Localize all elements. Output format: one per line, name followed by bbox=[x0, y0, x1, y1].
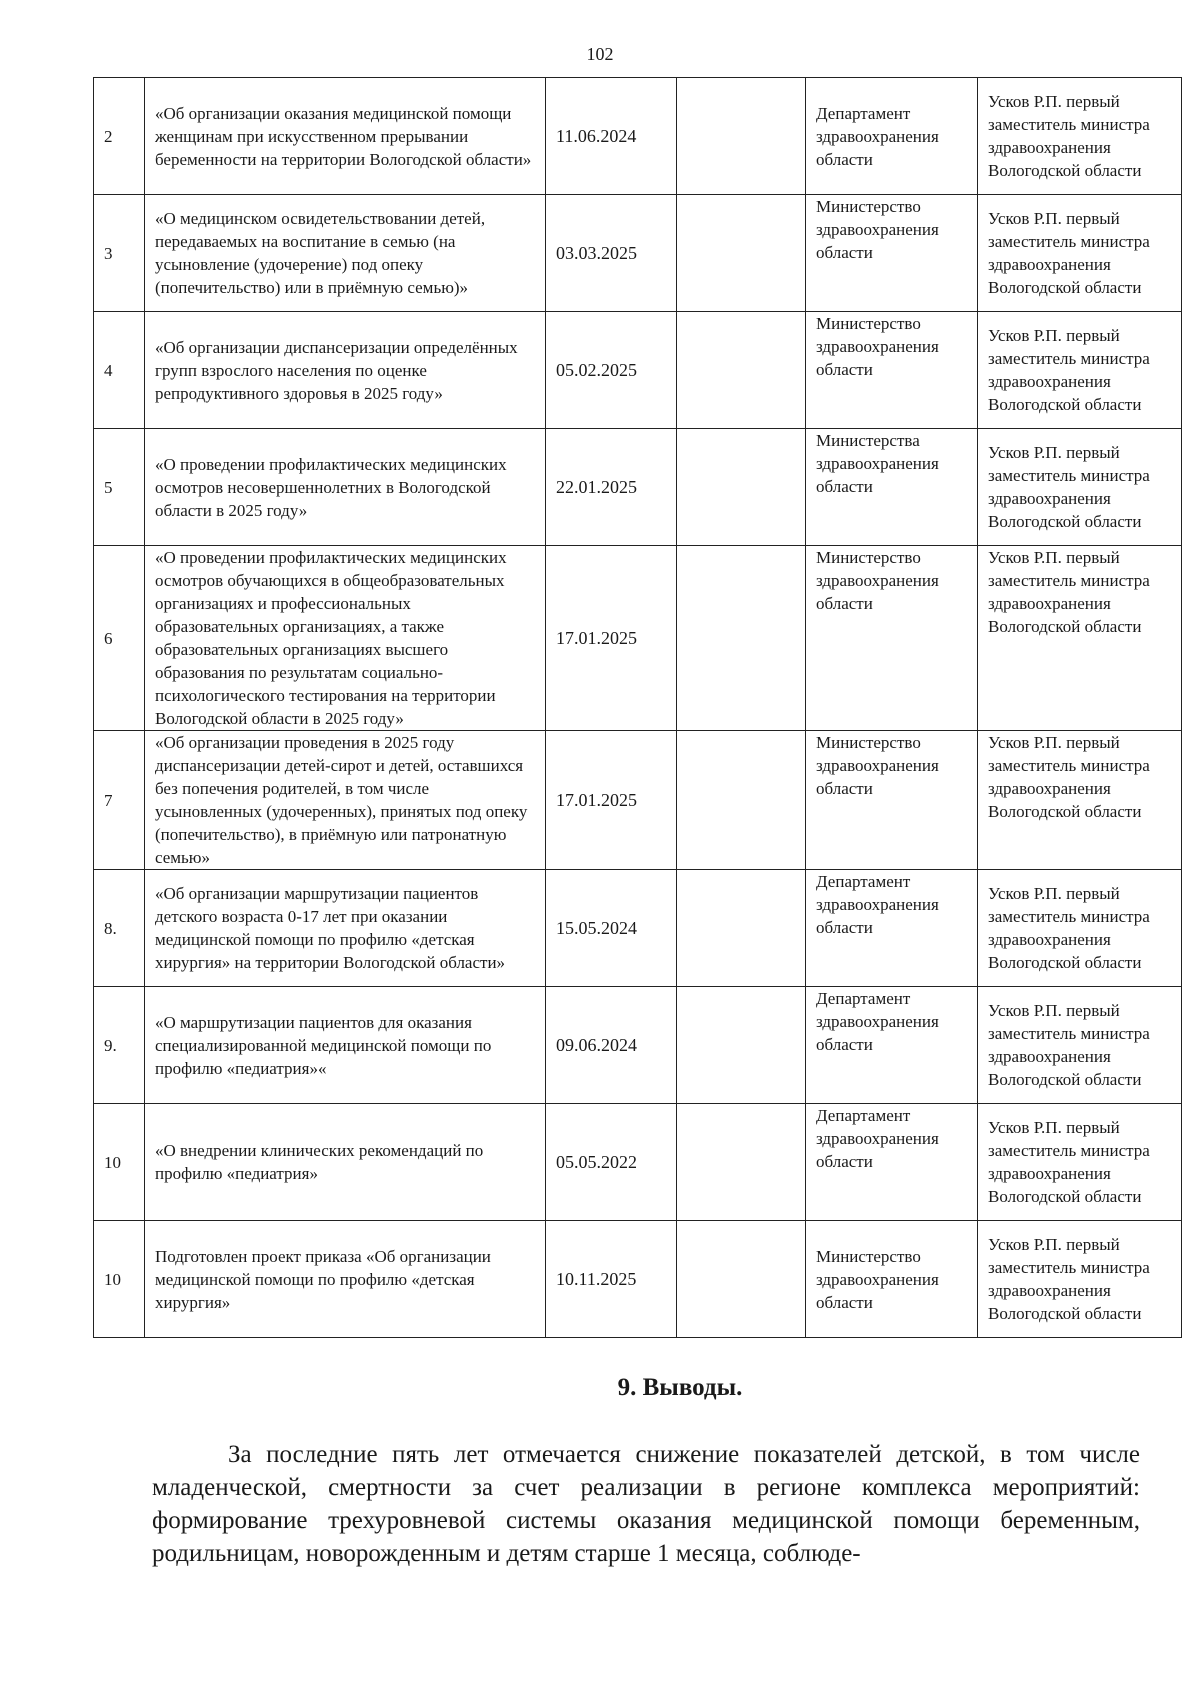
order-title: «Об организации проведения в 2025 году диспансеризации детей-сирот и детей, оставшихся без попечения родителей, в том числе усыновленных (удочеренных), принятых под опеку (попечительство), в приёмную или патронатную семью» bbox=[145, 731, 546, 870]
order-title: «О внедрении клинических рекомендаций по профилю «педиатрия» bbox=[145, 1104, 546, 1221]
order-title: «О медицинском освидетельствовании детей, передаваемых на воспитание в семью (на усыновление (удочерение) под опеку (попечительство) или в приёмную семью)» bbox=[145, 195, 546, 312]
row-number: 2 bbox=[94, 78, 145, 195]
empty-cell bbox=[677, 1104, 806, 1221]
order-date: 11.06.2024 bbox=[546, 78, 677, 195]
empty-cell bbox=[677, 195, 806, 312]
order-date: 05.02.2025 bbox=[546, 312, 677, 429]
order-date: 03.03.2025 bbox=[546, 195, 677, 312]
order-title: «О проведении профилактических медицинских осмотров обучающихся в общеобразовательных организациях и профессиональных образовательных организациях, а также образовательных организациях высшего образования по результатам социально-психологического тестирования на территории Вологодской области в 2025 году» bbox=[145, 546, 546, 731]
department: Министерства здравоохранения области bbox=[806, 429, 978, 546]
order-date: 22.01.2025 bbox=[546, 429, 677, 546]
table-row bbox=[94, 312, 1182, 429]
table-row bbox=[94, 1221, 1182, 1338]
department: Министерство здравоохранения области bbox=[806, 312, 978, 429]
row-number: 10 bbox=[94, 1104, 145, 1221]
row-number: 10 bbox=[94, 1221, 145, 1338]
empty-cell bbox=[677, 78, 806, 195]
row-number: 5 bbox=[94, 429, 145, 546]
department: Министерство здравоохранения области bbox=[806, 195, 978, 312]
order-title: «Об организации маршрутизации пациентов детского возраста 0-17 лет при оказании медицинской помощи по профилю «детская хирургия» на территории Вологодской области» bbox=[145, 870, 546, 987]
table-row bbox=[94, 870, 1182, 987]
empty-cell bbox=[677, 987, 806, 1104]
row-number: 7 bbox=[94, 731, 145, 870]
responsible: Усков Р.П. первый заместитель министра здравоохранения Вологодской области bbox=[978, 987, 1182, 1104]
order-date: 15.05.2024 bbox=[546, 870, 677, 987]
row-number: 9. bbox=[94, 987, 145, 1104]
page-number: 102 bbox=[586, 44, 614, 64]
row-number: 8. bbox=[94, 870, 145, 987]
row-number: 4 bbox=[94, 312, 145, 429]
responsible: Усков Р.П. первый заместитель министра здравоохранения Вологодской области bbox=[978, 1104, 1182, 1221]
order-title: Подготовлен проект приказа «Об организации медицинской помощи по профилю «детская хирургия» bbox=[145, 1221, 546, 1338]
order-title: «Об организации оказания медицинской помощи женщинам при искусственном прерывании беременности на территории Вологодской области» bbox=[145, 78, 546, 195]
order-date: 10.11.2025 bbox=[546, 1221, 677, 1338]
row-number: 3 bbox=[94, 195, 145, 312]
responsible: Усков Р.П. первый заместитель министра здравоохранения Вологодской области bbox=[978, 1221, 1182, 1338]
responsible: Усков Р.П. первый заместитель министра здравоохранения Вологодской области bbox=[978, 870, 1182, 987]
empty-cell bbox=[677, 870, 806, 987]
empty-cell bbox=[677, 546, 806, 731]
order-title: «О маршрутизации пациентов для оказания специализированной медицинской помощи по профилю «педиатрия»« bbox=[145, 987, 546, 1104]
table-row bbox=[94, 731, 1182, 870]
order-date: 17.01.2025 bbox=[546, 546, 677, 731]
department: Министерство здравоохранения области bbox=[806, 1221, 978, 1338]
table-row bbox=[94, 546, 1182, 731]
table-row bbox=[94, 429, 1182, 546]
department: Министерство здравоохранения области bbox=[806, 546, 978, 731]
order-date: 05.05.2022 bbox=[546, 1104, 677, 1221]
department: Департамент здравоохранения области bbox=[806, 1104, 978, 1221]
department: Департамент здравоохранения области bbox=[806, 987, 978, 1104]
table-row bbox=[94, 987, 1182, 1104]
responsible: Усков Р.П. первый заместитель министра здравоохранения Вологодской области bbox=[978, 429, 1182, 546]
responsible: Усков Р.П. первый заместитель министра здравоохранения Вологодской области bbox=[978, 195, 1182, 312]
orders-table bbox=[93, 77, 1182, 1338]
responsible: Усков Р.П. первый заместитель министра здравоохранения Вологодской области bbox=[978, 78, 1182, 195]
order-title: «О проведении профилактических медицинских осмотров несовершеннолетних в Вологодской области в 2025 году» bbox=[145, 429, 546, 546]
responsible: Усков Р.П. первый заместитель министра здравоохранения Вологодской области bbox=[978, 546, 1182, 731]
responsible: Усков Р.П. первый заместитель министра здравоохранения Вологодской области bbox=[978, 312, 1182, 429]
conclusion-paragraph: За последние пять лет отмечается снижение показателей детской, в том числе младенческой, смертности за счет реализации в регионе комплекса мероприятий: формирование трехуровневой системы оказания медицинской помощи беременным, родильницам, новорожденным и детям старше 1 месяца, соблюде- bbox=[152, 1441, 1140, 1567]
responsible: Усков Р.П. первый заместитель министра здравоохранения Вологодской области bbox=[978, 731, 1182, 870]
department: Министерство здравоохранения области bbox=[806, 731, 978, 870]
order-date: 09.06.2024 bbox=[546, 987, 677, 1104]
empty-cell bbox=[677, 1221, 806, 1338]
department: Департамент здравоохранения области bbox=[806, 870, 978, 987]
empty-cell bbox=[677, 312, 806, 429]
table-row bbox=[94, 195, 1182, 312]
order-title: «Об организации диспансеризации определённых групп взрослого населения по оценке репродуктивного здоровья в 2025 году» bbox=[145, 312, 546, 429]
section-heading: 9. Выводы. bbox=[617, 1374, 743, 1401]
table-row bbox=[94, 1104, 1182, 1221]
row-number: 6 bbox=[94, 546, 145, 731]
empty-cell bbox=[677, 731, 806, 870]
empty-cell bbox=[677, 429, 806, 546]
table-row bbox=[94, 78, 1182, 195]
order-date: 17.01.2025 bbox=[546, 731, 677, 870]
department: Департамент здравоохранения области bbox=[806, 78, 978, 195]
